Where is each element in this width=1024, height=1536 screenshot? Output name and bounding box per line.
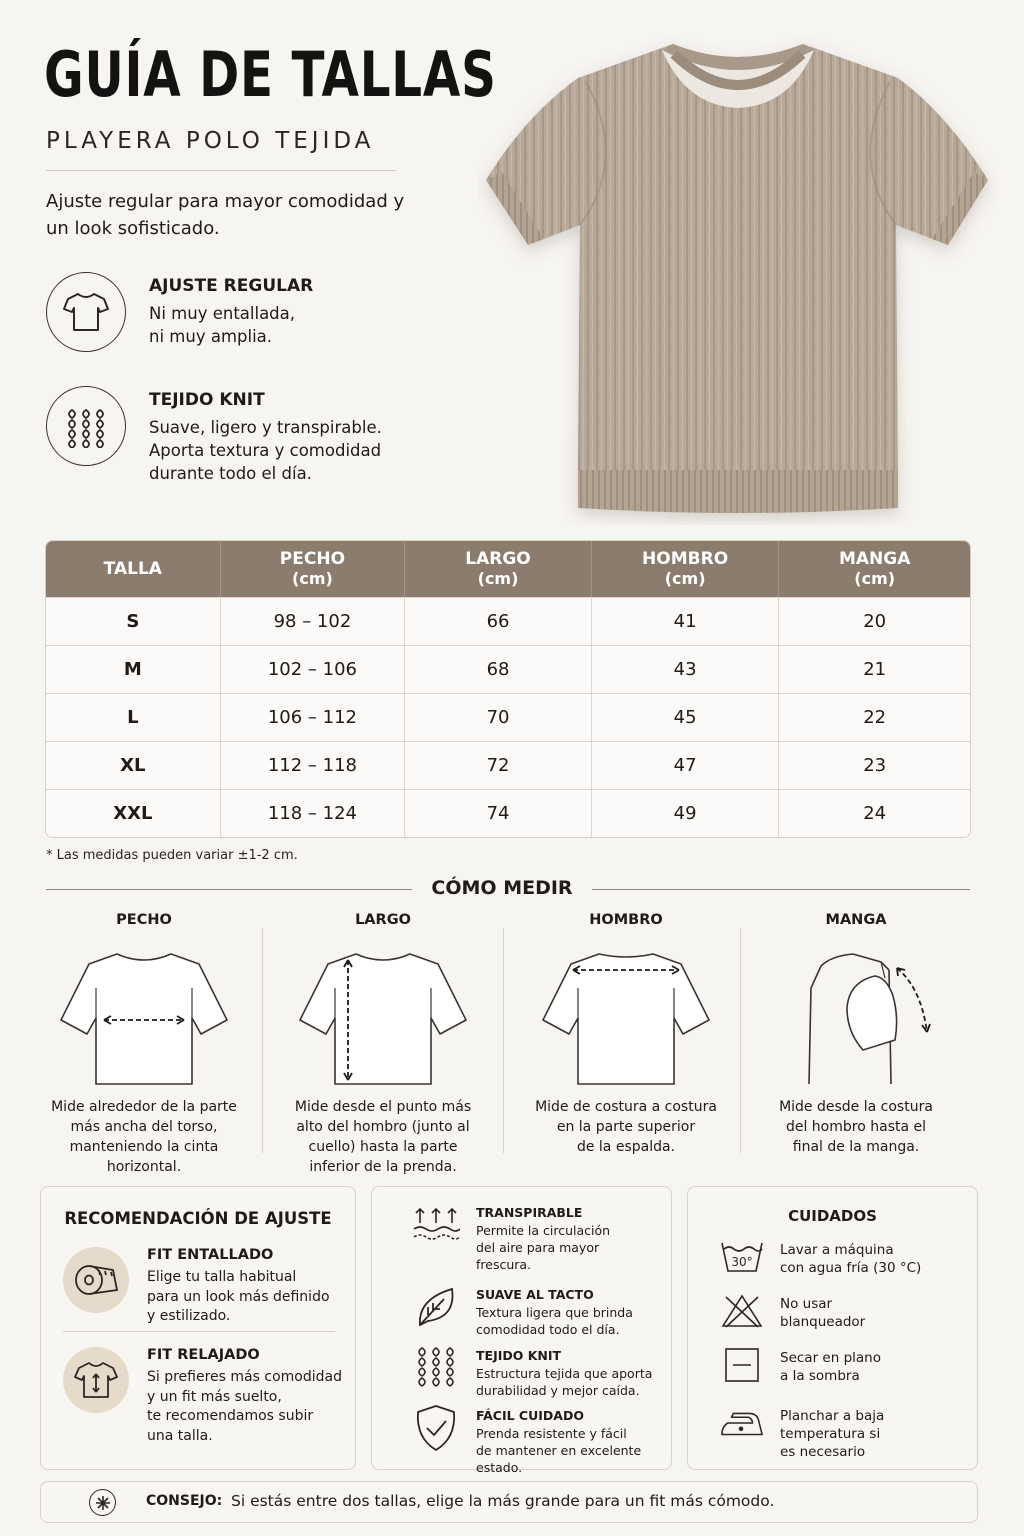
care-text: Secar en plano a la sombra (780, 1350, 881, 1384)
wash-30-icon (720, 1239, 764, 1275)
divider (503, 928, 504, 1153)
iron-low-icon (720, 1405, 764, 1441)
property-easy-care (410, 1408, 680, 1475)
table-header (46, 541, 970, 597)
measure-desc: Mide alrededor de la parte más ancha del torso, manteniendo la cinta horizontal. (51, 1099, 237, 1175)
measure-desc: Mide desde el punto más alto del hombro (junto al cuello) hasta la parte inferior de la prenda. (294, 1099, 472, 1175)
knit-pattern-icon (410, 1348, 462, 1388)
table-cell: 70 (405, 694, 592, 741)
table-cell: XL (46, 742, 221, 789)
divider (46, 170, 396, 171)
chest-measure-diagram (59, 948, 229, 1088)
care-bleach (720, 1293, 970, 1333)
table-cell: 20 (863, 611, 887, 632)
property-knit (410, 1348, 680, 1398)
fit-slim (63, 1247, 353, 1323)
measure-title: HOMBRO (589, 912, 663, 928)
measure-title: MANGA (825, 912, 887, 928)
section-title-how-to-measure: CÓMO MEDIR (431, 877, 573, 899)
divider (63, 1331, 335, 1332)
property-title: TRANSPIRABLE (476, 1205, 583, 1220)
table-cell: M (46, 646, 221, 693)
table-cell: 74 (405, 790, 592, 837)
card-title: RECOMENDACIÓN DE AJUSTE (64, 1209, 332, 1228)
table-cell: 24 (863, 803, 887, 824)
column-header-length: LARGO (cm) (405, 541, 592, 597)
table-cell: S (46, 598, 221, 645)
shoulder-measure-diagram (541, 948, 711, 1088)
property-desc: Permite la circulación del aire para mayor frescura. (476, 1223, 611, 1272)
care-text: Lavar a máquina con agua fría (30 °C) (780, 1242, 922, 1276)
measure-chest (34, 912, 254, 1177)
table-row (46, 741, 970, 789)
care-iron (720, 1405, 970, 1461)
table-cell: 118 – 124 (221, 790, 406, 837)
column-header-size: TALLA (46, 541, 221, 597)
table-cell: 43 (592, 646, 780, 693)
product-image (478, 30, 998, 525)
no-bleach-icon (720, 1293, 764, 1329)
sleeve-measure-diagram (771, 948, 941, 1088)
properties-card (371, 1186, 672, 1475)
leaf-icon (410, 1287, 462, 1327)
measure-title: PECHO (116, 912, 172, 928)
care-text: No usar blanqueador (780, 1296, 866, 1330)
shield-check-icon (410, 1408, 462, 1448)
property-breathable (410, 1205, 680, 1272)
fit-desc: Si prefieres más comodidad y un fit más suelto, te recomendamos subir una talla. (147, 1369, 342, 1444)
tip-text: Si estás entre dos tallas, elige la más grande para un fit más cómodo. (231, 1492, 775, 1510)
knit-pattern-icon (46, 386, 126, 466)
table-cell: L (46, 694, 221, 741)
card-title: CUIDADOS (788, 1207, 877, 1225)
fit-title: FIT RELAJADO (147, 1347, 260, 1363)
property-title: TEJIDO KNIT (476, 1348, 562, 1363)
table-cell: 23 (863, 755, 887, 776)
airflow-icon (410, 1205, 462, 1245)
care-text: Planchar a baja temperatura si es necesario (780, 1408, 885, 1460)
measure-shoulder (516, 912, 736, 1177)
property-title: FÁCIL CUIDADO (476, 1408, 584, 1423)
property-desc: Estructura tejida que aporta durabilidad y mejor caída. (476, 1366, 653, 1398)
table-row (46, 693, 970, 741)
care-wash (720, 1239, 970, 1279)
fit-title: FIT ENTALLADO (147, 1247, 274, 1263)
table-cell: 66 (405, 598, 592, 645)
table-cell: 22 (863, 707, 887, 728)
feature-desc: Ni muy entallada, ni muy amplia. (149, 304, 296, 346)
page-subtitle: PLAYERA POLO TEJIDA (46, 128, 375, 154)
divider (262, 928, 263, 1153)
feature-regular-fit (46, 272, 446, 362)
feature-title: TEJIDO KNIT (149, 390, 265, 410)
table-cell: 41 (592, 598, 780, 645)
table-cell: 45 (592, 694, 780, 741)
care-dry (720, 1347, 970, 1387)
size-table (45, 540, 971, 838)
property-soft (410, 1287, 680, 1337)
table-note: * Las medidas pueden variar ±1-2 cm. (46, 848, 298, 863)
feature-title: AJUSTE REGULAR (149, 276, 314, 296)
table-cell: 49 (592, 790, 780, 837)
table-row (46, 645, 970, 693)
column-header-chest: PECHO (cm) (221, 541, 406, 597)
tip-banner (40, 1481, 978, 1523)
measure-desc: Mide desde la costura del hombro hasta el final de la manga. (779, 1099, 933, 1155)
table-cell: 112 – 118 (221, 742, 406, 789)
table-cell: 98 – 102 (221, 598, 406, 645)
table-row (46, 597, 970, 645)
intro-text: Ajuste regular para mayor comodidad y un look sofisticado. (46, 191, 405, 239)
relaxed-shirt-icon (63, 1347, 129, 1413)
tip-label: CONSEJO: (146, 1493, 223, 1509)
dry-flat-icon (720, 1347, 764, 1383)
fit-relaxed (63, 1347, 353, 1447)
page-title: GUÍA DE TALLAS (44, 38, 497, 111)
table-row (46, 789, 970, 837)
column-header-shoulder: HOMBRO (cm) (592, 541, 780, 597)
table-cell: 72 (405, 742, 592, 789)
table-cell: 68 (405, 646, 592, 693)
fit-desc: Elige tu talla habitual para un look más definido y estilizado. (147, 1269, 330, 1324)
table-cell: 47 (592, 742, 780, 789)
table-cell: 106 – 112 (221, 694, 406, 741)
care-card (687, 1186, 978, 1470)
divider (740, 928, 741, 1153)
measuring-tape-icon (63, 1247, 129, 1313)
property-desc: Textura ligera que brinda comodidad todo el día. (476, 1305, 633, 1337)
property-title: SUAVE AL TACTO (476, 1287, 594, 1302)
measure-length (273, 912, 493, 1177)
table-cell: 21 (863, 659, 887, 680)
feature-desc: Suave, ligero y transpirable. Aporta textura y comodidad durante todo el día. (149, 418, 382, 483)
property-desc: Prenda resistente y fácil de mantener en excelente estado. (476, 1426, 642, 1475)
length-measure-diagram (298, 948, 468, 1088)
fit-recommendation-card (40, 1186, 356, 1470)
feature-knit (46, 386, 446, 486)
table-cell: XXL (46, 790, 221, 837)
sparkle-icon (89, 1489, 116, 1516)
measure-title: LARGO (355, 912, 411, 928)
svg-text:30°: 30° (731, 1255, 753, 1269)
tshirt-icon (46, 272, 126, 352)
column-header-sleeve: MANGA (cm) (838, 549, 911, 588)
measure-desc: Mide de costura a costura en la parte superior de la espalda. (535, 1099, 717, 1155)
measure-sleeve (746, 912, 966, 1177)
table-cell: 102 – 106 (221, 646, 406, 693)
